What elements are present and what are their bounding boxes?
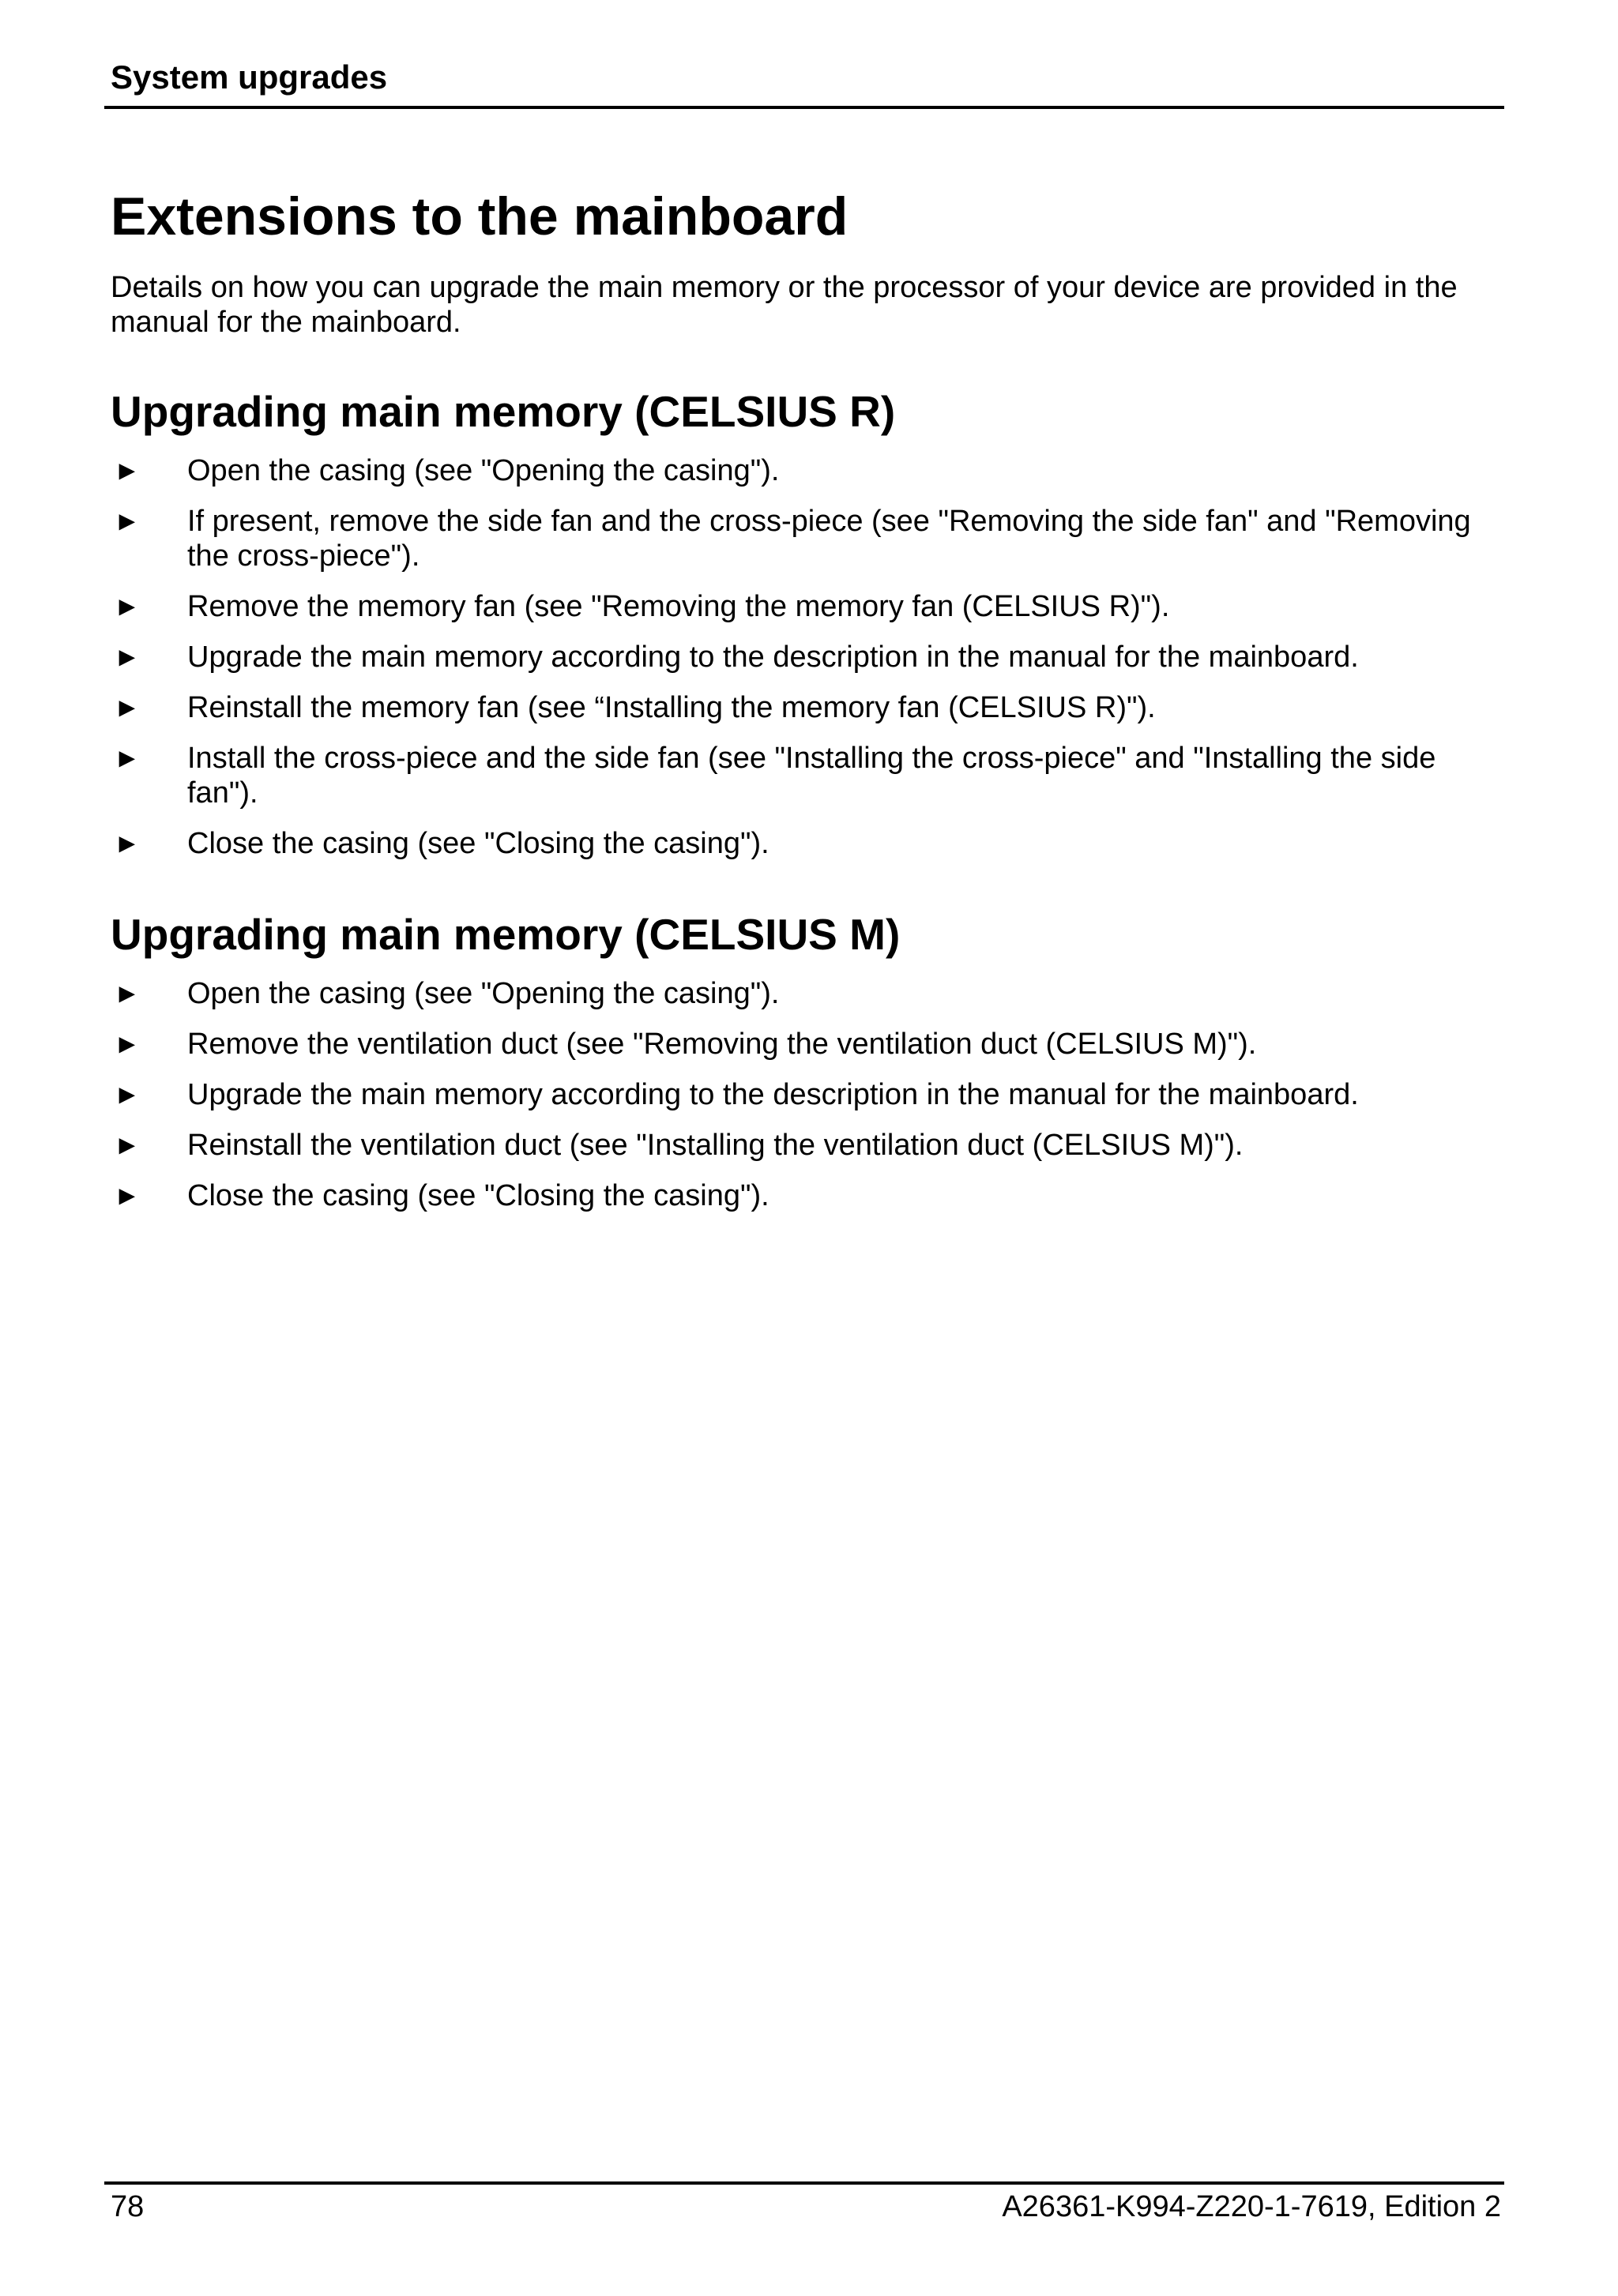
step-text: Install the cross-piece and the side fan (see "Installing the cross-piece" and "Installing the side fan"). bbox=[187, 742, 1436, 810]
running-header: System upgrades bbox=[111, 58, 388, 96]
arrow-bullet-icon: ► bbox=[114, 456, 141, 486]
section-celsius-m bbox=[111, 908, 1485, 1213]
step-item bbox=[111, 504, 1485, 573]
section-title: Upgrading main memory (CELSIUS M) bbox=[111, 910, 901, 959]
step-text: Reinstall the memory fan (see “Installing the memory fan (CELSIUS R)"). bbox=[187, 691, 1156, 724]
step-text: Remove the memory fan (see "Removing the memory fan (CELSIUS R)"). bbox=[187, 590, 1170, 623]
step-text: If present, remove the side fan and the cross-piece (see "Removing the side fan" and "Removing the cross-piece"). bbox=[187, 505, 1471, 573]
step-list bbox=[111, 453, 1485, 861]
step-item bbox=[111, 1077, 1485, 1112]
step-item bbox=[111, 976, 1485, 1011]
section-title: Upgrading main memory (CELSIUS R) bbox=[111, 387, 896, 436]
arrow-bullet-icon: ► bbox=[114, 1029, 141, 1059]
step-item bbox=[111, 589, 1485, 624]
step-item bbox=[111, 640, 1485, 675]
arrow-bullet-icon: ► bbox=[114, 743, 141, 773]
intro-paragraph: Details on how you can upgrade the main memory or the processor of your device are provided in the manual for the mainboard. bbox=[111, 271, 1458, 339]
step-text: Close the casing (see "Closing the casing"). bbox=[187, 1179, 769, 1212]
arrow-bullet-icon: ► bbox=[114, 592, 141, 622]
step-item bbox=[111, 1128, 1485, 1163]
step-text: Upgrade the main memory according to the description in the manual for the mainboard. bbox=[187, 1078, 1359, 1111]
arrow-bullet-icon: ► bbox=[114, 693, 141, 723]
step-item bbox=[111, 1027, 1485, 1062]
step-item bbox=[111, 453, 1485, 488]
header-divider bbox=[104, 106, 1504, 109]
arrow-bullet-icon: ► bbox=[114, 979, 141, 1009]
arrow-bullet-icon: ► bbox=[114, 1130, 141, 1160]
chapter-title: Extensions to the mainboard bbox=[111, 186, 849, 246]
arrow-bullet-icon: ► bbox=[114, 642, 141, 672]
step-text: Open the casing (see "Opening the casing"). bbox=[187, 977, 780, 1010]
step-text: Close the casing (see "Closing the casing"). bbox=[187, 827, 769, 860]
page-number: 78 bbox=[111, 2190, 145, 2223]
arrow-bullet-icon: ► bbox=[114, 1181, 141, 1211]
arrow-bullet-icon: ► bbox=[114, 829, 141, 859]
step-item bbox=[111, 741, 1485, 810]
page-content bbox=[111, 183, 1485, 1261]
step-text: Reinstall the ventilation duct (see "Installing the ventilation duct (CELSIUS M)"). bbox=[187, 1129, 1244, 1162]
step-list bbox=[111, 976, 1485, 1213]
footer-divider bbox=[104, 2181, 1504, 2185]
arrow-bullet-icon: ► bbox=[114, 506, 141, 536]
step-text: Upgrade the main memory according to the description in the manual for the mainboard. bbox=[187, 641, 1359, 674]
document-id: A26361-K994-Z220-1-7619, Edition 2 bbox=[1002, 2190, 1501, 2223]
step-item bbox=[111, 690, 1485, 725]
step-text: Open the casing (see "Opening the casing"). bbox=[187, 454, 780, 487]
section-celsius-r bbox=[111, 385, 1485, 861]
step-item bbox=[111, 1178, 1485, 1213]
step-item bbox=[111, 826, 1485, 861]
step-text: Remove the ventilation duct (see "Removing the ventilation duct (CELSIUS M)"). bbox=[187, 1028, 1257, 1061]
arrow-bullet-icon: ► bbox=[114, 1080, 141, 1110]
